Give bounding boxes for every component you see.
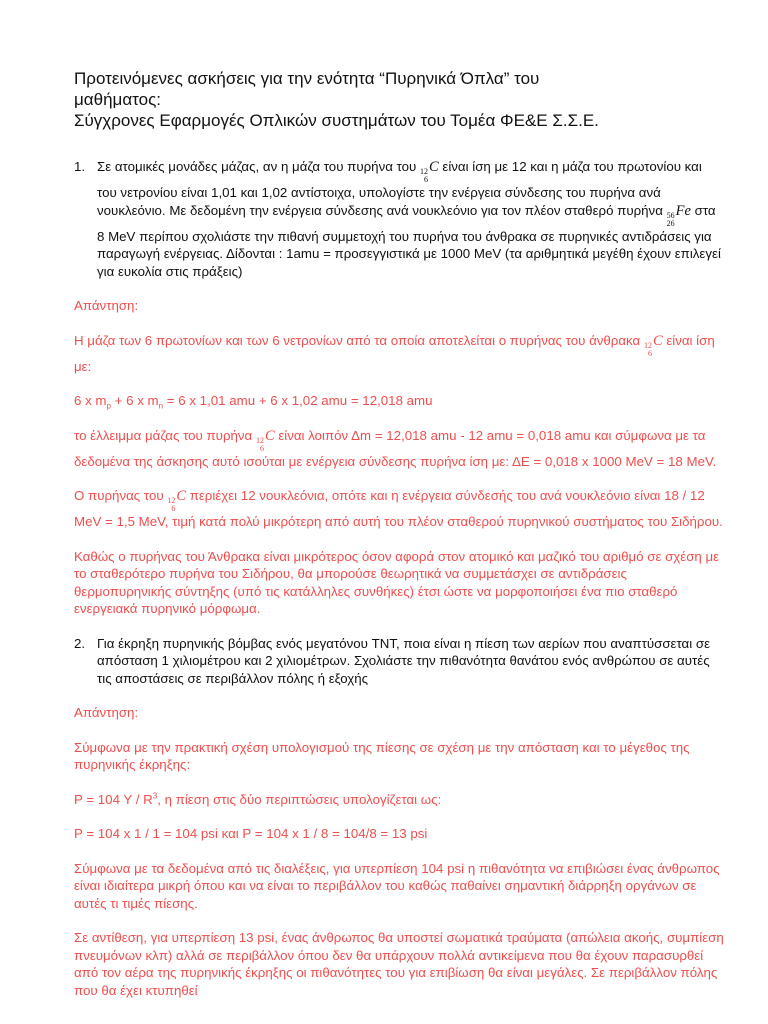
answer-2-paragraph-5: Σε αντίθεση, για υπερπίεση 13 psi, ένας άνθρωπος θα υποστεί σωματικά τραύματα (απώλεια ακοής, συμπίεση πνευμόνων κλπ) αλλά σε περιβάλλον όπου δεν θα υπάρχουν πολλά αντικείμενα που θα έχουν παρασυρθεί από τον αέρα της πυρηνικής έκρηξης οι πιθανότητες του για επιβίωση θα είναι μεγάλες. Σε περιβάλλον πόλης που θα έχει κτυπηθεί [74,930,724,998]
proton-subscript: p [106,401,111,411]
answer-1-paragraph-1 [74,332,724,376]
formula-part: P = 104 Y / R [74,791,153,807]
isotope-symbol: C [264,427,275,444]
question-2 [74,635,724,688]
neutron-subscript: n [158,401,164,411]
isotope-mass: 12 [167,496,176,505]
answer-text: είναι ίση με: [74,332,715,374]
answer-2-paragraph-4: Σύμφωνα με τα δεδομένα από τις διαλέξεις, για υπερπίεση 104 psi η πιθανότητα να επιβιώσει ένας άνθρωπος είναι ιδιαίτερα μικρή όπου και να είναι το περιβάλλον του καθώς παθαίνει σημαντική διάρρηξη οργάνων σε αυτές τι τιμές πίεσης. [74,860,720,911]
answer-text: είναι λοιπόν Δm = 12,018 amu - 12 amu = 0,018 amu και σύμφωνα με τα δεδομένα της άσκησης αυτό ισούται με ενέργεια σύνδεσης πυρήνα ίση με: ΔE = 0,018 x 1000 MeV = 18 MeV. [74,427,717,469]
answer-2-calculation: P = 104 x 1 / 1 = 104 psi και P = 104 x 1 / 8 = 104/8 = 13 psi [74,826,428,841]
answer-text: Ο πυρήνας του [74,488,164,503]
carbon-12-isotope [167,488,186,513]
answer-1-paragraph-5: Καθώς ο πυρήνας του Άνθρακα είναι μικρότερος όσον αφορά στον ατομικό και μαζικό του αριθμό σε σχέση με το σταθερότερο πυρήνα του Σιδήρου, θα μπορούσε θεωρητικά να συμμετάσχει σε αντιδράσεις θερμοπυρηνικής σύντηξης (υπό τις κατάλληλες συνθήκες) έτσι ώστε να μορφοποιήσει ένα πιο σταθερό ενεργειακά πυρηνικό μόρφωμα. [74,548,720,616]
title-line-3: Σύγχρονες Εφαρμογές Οπλικών συστημάτων του Τομέα ΦΕ&Ε Σ.Σ.Ε. [74,111,599,130]
answer-1-paragraph-4 [74,487,724,531]
answer-1-equation [74,392,724,410]
answer-text: Η μάζα των 6 πρωτονίων και των 6 νετρονίων από τα οποία αποτελείται ο πυρήνας του άνθρακα [74,332,641,348]
question-1-text-c: στα 8 MeV περίπου σχολιάστε την πιθανή συμμετοχή του πυρήνα του άνθρακα σε πυρηνικές αντιδράσεις για παραγωγή ενέργειας. Δίδονται : 1amu = προσεγγιστικά με 1000 MeV (τα αριθμητικά μεγέθη έχουν επιλεγεί για ευκολία στις πράξεις) [97,202,721,279]
isotope-z: 6 [259,443,264,453]
question-2-text: Για έκρηξη πυρηνικής βόμβας ενός μεγατόνου TNT, ποια είναι η πίεση των αερίων που αναπτύσσεται σε απόσταση 1 χιλιομέτρου και 2 χιλιομέτρων. Σχολιάστε την πιθανότητα θανάτου ενός ανθρώπου σε αυτές τις αποστάσεις σε περιβάλλον πόλης ή εξοχής [97,635,710,686]
answer-text: το έλλειμμα μάζας του πυρήνα [74,427,253,443]
answer-2-paragraph-1: Σύμφωνα με την πρακτική σχέση υπολογισμού της πίεσης σε σχέση με την απόσταση και το μέγεθος της πυρηνικής έκρηξης: [74,739,690,772]
answer-2-formula [74,791,724,809]
isotope-mass: 12 [255,435,264,445]
question-2-number: 2. [74,635,86,651]
carbon-12-isotope [256,428,275,453]
isotope-z: 6 [424,175,429,184]
isotope-z: 6 [647,348,652,358]
question-1-text-b: είναι ίση με 12 και η μάζα του πρωτονίου και του νετρονίου είναι 1,01 και 1,02 αντίστοιχα, υπολογίστε την ενέργεια σύνδεσης του πυρήνα ανά νουκλεόνιο. Με δεδομένη την ενέργεια σύνδεσης ανά νουκλεόνιο για τον πλέον σταθερό πυρήνα [97,159,702,218]
isotope-mass: 12 [420,167,429,176]
cube-superscript: 3 [152,791,158,801]
question-1-number: 1. [74,159,86,174]
carbon-12-isotope [420,159,439,184]
iron-56-isotope [667,203,691,228]
isotope-symbol: C [652,332,663,349]
question-1 [74,158,724,280]
isotope-z: 26 [666,218,675,228]
answer-text: περιέχει 12 νουκλεόνια, οπότε και η ενέργεια σύνδεσής του ανά νουκλεόνιο είναι 18 / 12 MeV = 1,5 MeV, τιμή κατά πολύ μικρότερη από αυτή του πλέον σταθερού πυρηνικού συστήματος του Σιδήρου. [74,488,723,529]
answer-1-label: Απάντηση: [74,298,139,313]
isotope-z: 6 [171,504,176,513]
equation-part: 6 x m [74,393,107,408]
question-1-text-a: Σε ατομικές μονάδες μάζας, αν η μάζα του πυρήνα του [97,159,417,174]
equation-part: = 6 x 1,01 amu + 6 x 1,02 amu = 12,018 amu [163,393,433,408]
isotope-mass: 12 [643,340,652,350]
document-title [74,68,724,131]
title-line-2: μαθήματος: [74,90,162,109]
isotope-mass: 56 [666,210,675,220]
isotope-symbol: C [429,159,439,175]
formula-part: , η πίεση στις δύο περιπτώσεις υπολογίζεται ως: [157,791,442,807]
title-line-1: Προτεινόμενες ασκήσεις για την ενότητα “Πυρηνικά Όπλα” του [74,69,540,88]
answer-1-paragraph-3 [74,427,724,471]
equation-part: + 6 x m [110,393,159,408]
carbon-12-isotope [644,333,663,358]
answer-2-label: Απάντηση: [74,705,139,720]
isotope-symbol: C [176,488,186,504]
isotope-symbol: Fe [675,202,691,219]
